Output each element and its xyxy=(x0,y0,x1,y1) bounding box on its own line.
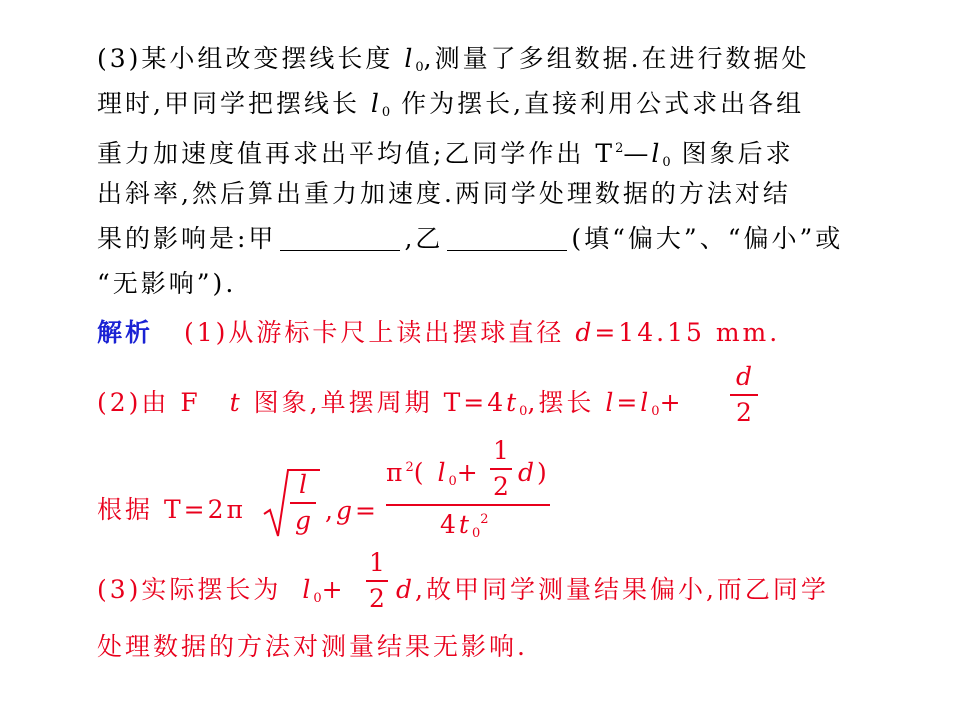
fraction-bar xyxy=(290,502,316,504)
text: 根据 T=2π xyxy=(97,495,246,524)
numerator: 1 xyxy=(369,548,385,577)
fraction-l-over-g xyxy=(290,470,316,536)
subscript: 0 xyxy=(448,474,457,489)
text: (填“偏大”、“偏小”或 xyxy=(571,224,844,253)
fraction-half xyxy=(490,436,512,502)
problem-line-2 xyxy=(97,87,804,130)
denominator: 2 xyxy=(493,472,509,501)
g-numerator xyxy=(386,458,481,489)
denominator: 2 xyxy=(736,398,752,427)
text: 重力加速度值再求出平均值;乙同学作出 xyxy=(97,139,585,168)
text: 果的影响是:甲 xyxy=(97,224,277,253)
text: 出斜率,然后算出重力加速度.两同学处理数据的方法对结 xyxy=(97,179,791,208)
solution-line-4-b xyxy=(396,570,829,606)
subscript: 0 xyxy=(471,526,481,541)
var-d: d xyxy=(396,575,416,604)
fraction-bar xyxy=(366,580,388,582)
numerator: 1 xyxy=(493,436,509,465)
problem-line-6 xyxy=(97,267,236,301)
problem-line-3 xyxy=(97,132,794,180)
pi: π xyxy=(386,458,406,487)
answer-blank-jia[interactable] xyxy=(280,228,400,251)
var-l: l xyxy=(437,458,449,487)
var-l: l xyxy=(302,575,314,604)
superscript: 2 xyxy=(480,512,489,527)
text: =14.15 mm. xyxy=(594,318,781,347)
text: (3)实际摆长为 xyxy=(97,575,282,604)
solution-line-2 xyxy=(97,386,684,429)
text: ,乙 xyxy=(404,224,444,253)
var-l: l xyxy=(640,388,652,417)
plus: + xyxy=(659,388,684,417)
analysis-label: 解析 xyxy=(97,318,154,347)
text: (1)从游标卡尺上读出摆球直径 xyxy=(183,318,565,347)
var-d: d xyxy=(575,318,595,347)
text: 理时,甲同学把摆线长 xyxy=(97,89,360,118)
text: “无影响”). xyxy=(97,269,237,298)
numerator: d xyxy=(735,362,752,391)
number: 4 xyxy=(440,510,459,539)
g-fraction-bar xyxy=(386,504,550,506)
var-l: l xyxy=(605,388,617,417)
comma: , xyxy=(325,496,336,525)
paren-close: ) xyxy=(537,458,550,487)
dash: — xyxy=(623,139,652,168)
subscript: 0 xyxy=(662,155,671,170)
text: (3)某小组改变摆线长度 xyxy=(97,44,394,73)
text: ,故甲同学测量结果偏小,而乙同学 xyxy=(415,575,829,604)
g-denominator xyxy=(440,510,489,541)
solution-line-3-label xyxy=(97,490,246,526)
var-t: t xyxy=(458,510,472,539)
text: ,摆长 xyxy=(527,388,595,417)
solution-line-4-a xyxy=(97,570,346,606)
var-l: l xyxy=(404,44,416,73)
text: (2)由 F xyxy=(97,388,201,417)
answer-blank-yi[interactable] xyxy=(447,228,567,251)
var-g: g xyxy=(335,496,355,525)
solution-g-equals xyxy=(325,496,379,525)
superscript: 2 xyxy=(615,141,624,156)
subscript: 0 xyxy=(651,404,660,419)
fraction-bar xyxy=(730,394,758,396)
numerator: l xyxy=(299,470,307,499)
superscript: 2 xyxy=(405,460,414,475)
g-numerator-end xyxy=(518,458,550,487)
var-T: T xyxy=(595,139,616,168)
equals: = xyxy=(616,388,641,417)
subscript: 0 xyxy=(415,60,424,75)
subscript: 0 xyxy=(313,591,322,606)
text: 图象,单摆周期 T=4 xyxy=(253,388,507,417)
fraction-half-2 xyxy=(366,548,388,614)
var-l: l xyxy=(370,89,382,118)
fraction-bar xyxy=(490,468,512,470)
denominator: g xyxy=(294,506,311,535)
solution-line-5 xyxy=(97,630,528,664)
problem-line-5 xyxy=(97,222,843,256)
subscript: 0 xyxy=(519,404,528,419)
text: ,测量了多组数据.在进行数据处 xyxy=(423,44,810,73)
text: 作为摆长,直接利用公式求出各组 xyxy=(401,89,805,118)
plus: + xyxy=(456,458,481,487)
equals: = xyxy=(354,496,379,525)
subscript: 0 xyxy=(381,105,391,120)
plus: + xyxy=(321,575,346,604)
problem-line-4 xyxy=(97,177,791,211)
problem-line-1 xyxy=(97,42,810,85)
var-t: t xyxy=(506,388,520,417)
text: 处理数据的方法对测量结果无影响. xyxy=(97,632,528,661)
var-d: d xyxy=(518,458,538,487)
var-l: l xyxy=(651,139,663,168)
denominator: 2 xyxy=(369,584,385,613)
fraction-d-over-2 xyxy=(730,362,758,428)
text: 图象后求 xyxy=(681,139,794,168)
var-t: t xyxy=(229,388,243,417)
solution-line-1 xyxy=(97,316,780,350)
paren-open: ( xyxy=(413,458,427,487)
